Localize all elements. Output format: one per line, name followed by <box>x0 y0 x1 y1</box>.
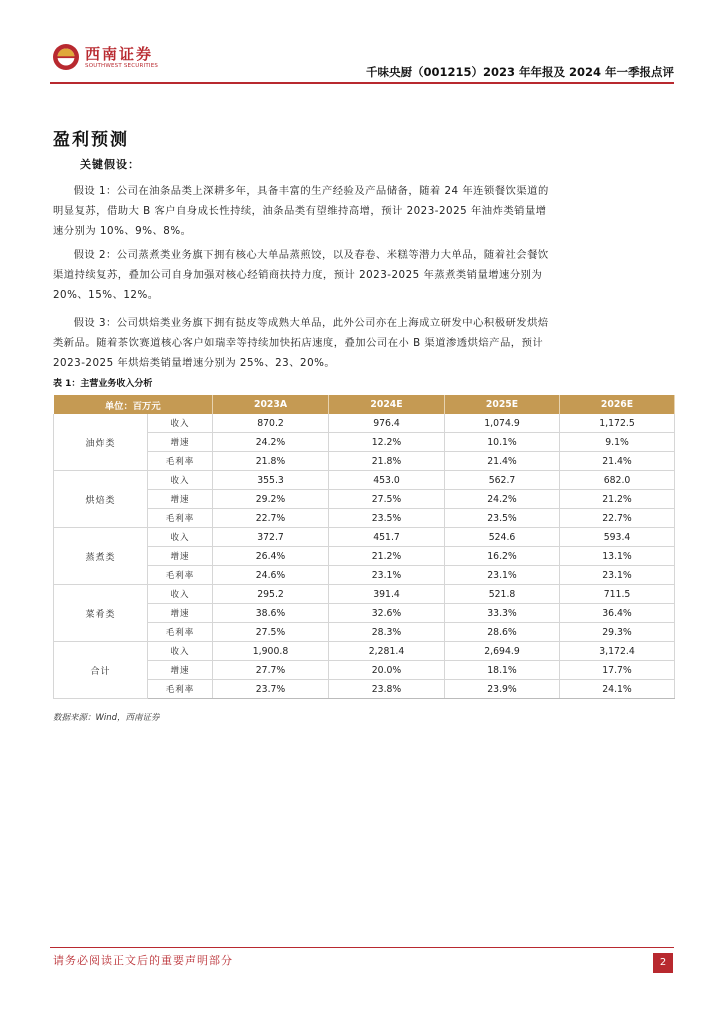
value-cell: 27.5% <box>213 623 329 642</box>
disclaimer-notice: 请务必阅读正文后的重要声明部分 <box>53 954 233 967</box>
value-cell: 27.5% <box>329 490 445 509</box>
value-cell: 593.4 <box>560 528 675 547</box>
value-cell: 12.2% <box>329 433 445 452</box>
metric-cell: 增速 <box>148 433 213 452</box>
value-cell: 24.1% <box>560 680 675 699</box>
category-cell: 油炸类 <box>54 414 148 471</box>
table-header-row <box>54 395 675 414</box>
value-cell: 453.0 <box>329 471 445 490</box>
company-logo <box>52 40 212 76</box>
page-header <box>50 38 674 84</box>
data-source-note: 数据来源：Wind，西南证券 <box>53 713 160 723</box>
category-cell: 菜肴类 <box>54 585 148 642</box>
metric-cell: 收入 <box>148 414 213 433</box>
table-row <box>54 547 675 566</box>
footer-divider <box>50 947 674 948</box>
value-cell: 10.1% <box>445 433 560 452</box>
value-cell: 21.8% <box>329 452 445 471</box>
value-cell: 23.1% <box>445 566 560 585</box>
value-cell: 16.2% <box>445 547 560 566</box>
table-row <box>54 509 675 528</box>
header-divider <box>50 82 674 84</box>
value-cell: 22.7% <box>213 509 329 528</box>
value-cell: 562.7 <box>445 471 560 490</box>
value-cell: 26.4% <box>213 547 329 566</box>
value-cell: 21.2% <box>560 490 675 509</box>
assumption-paragraph-2: 假设 2：公司蒸煮类业务旗下拥有核心大单品蒸煎饺，以及春卷、米糕等潜力大单品，随着社会餐饮渠道持续复苏，叠加公司自身加强对核心经销商扶持力度，预计 2023-2025 年蒸煮类销量增速分别为 20%、15%、12%。 <box>53 249 549 301</box>
southwest-securities-logo-icon <box>52 43 80 71</box>
page-number: 2 <box>653 953 673 973</box>
category-cell: 烘焙类 <box>54 471 148 528</box>
metric-cell: 收入 <box>148 585 213 604</box>
value-cell: 38.6% <box>213 604 329 623</box>
table-row <box>54 604 675 623</box>
section-title: 盈利预测 <box>53 130 129 150</box>
key-assumptions-heading: 关键假设： <box>80 158 140 171</box>
table-row <box>54 452 675 471</box>
logo-chinese-name: 西南证券 <box>85 45 154 63</box>
value-cell: 24.2% <box>445 490 560 509</box>
revenue-analysis-table <box>53 395 675 699</box>
value-cell: 28.3% <box>329 623 445 642</box>
metric-cell: 收入 <box>148 642 213 661</box>
unit-header: 单位：百万元 <box>54 395 213 414</box>
metric-cell: 毛利率 <box>148 623 213 642</box>
value-cell: 17.7% <box>560 661 675 680</box>
value-cell: 355.3 <box>213 471 329 490</box>
value-cell: 2,281.4 <box>329 642 445 661</box>
table-row <box>54 585 675 604</box>
value-cell: 33.3% <box>445 604 560 623</box>
metric-cell: 收入 <box>148 471 213 490</box>
value-cell: 24.6% <box>213 566 329 585</box>
value-cell: 870.2 <box>213 414 329 433</box>
metric-cell: 增速 <box>148 604 213 623</box>
value-cell: 22.7% <box>560 509 675 528</box>
value-cell: 13.1% <box>560 547 675 566</box>
metric-cell: 毛利率 <box>148 680 213 699</box>
value-cell: 24.2% <box>213 433 329 452</box>
table-row <box>54 528 675 547</box>
category-cell: 蒸煮类 <box>54 528 148 585</box>
value-cell: 29.2% <box>213 490 329 509</box>
value-cell: 18.1% <box>445 661 560 680</box>
value-cell: 21.8% <box>213 452 329 471</box>
value-cell: 9.1% <box>560 433 675 452</box>
value-cell: 27.7% <box>213 661 329 680</box>
value-cell: 23.1% <box>560 566 675 585</box>
value-cell: 372.7 <box>213 528 329 547</box>
table-row <box>54 642 675 661</box>
value-cell: 36.4% <box>560 604 675 623</box>
metric-cell: 收入 <box>148 528 213 547</box>
table-row <box>54 433 675 452</box>
year-header-2024e: 2024E <box>329 395 445 414</box>
metric-cell: 毛利率 <box>148 509 213 528</box>
value-cell: 23.1% <box>329 566 445 585</box>
table-row <box>54 623 675 642</box>
value-cell: 3,172.4 <box>560 642 675 661</box>
metric-cell: 增速 <box>148 661 213 680</box>
value-cell: 21.4% <box>445 452 560 471</box>
value-cell: 521.8 <box>445 585 560 604</box>
value-cell: 682.0 <box>560 471 675 490</box>
value-cell: 20.0% <box>329 661 445 680</box>
value-cell: 23.8% <box>329 680 445 699</box>
metric-cell: 增速 <box>148 490 213 509</box>
metric-cell: 增速 <box>148 547 213 566</box>
value-cell: 32.6% <box>329 604 445 623</box>
value-cell: 524.6 <box>445 528 560 547</box>
table-row <box>54 490 675 509</box>
table-row <box>54 661 675 680</box>
table-row <box>54 414 675 433</box>
value-cell: 21.2% <box>329 547 445 566</box>
value-cell: 2,694.9 <box>445 642 560 661</box>
year-header-2026e: 2026E <box>560 395 675 414</box>
report-title: 千味央厨（001215）2023 年年报及 2024 年一季报点评 <box>365 65 674 79</box>
value-cell: 28.6% <box>445 623 560 642</box>
table-row <box>54 680 675 699</box>
table-row <box>54 471 675 490</box>
value-cell: 23.7% <box>213 680 329 699</box>
value-cell: 295.2 <box>213 585 329 604</box>
value-cell: 1,074.9 <box>445 414 560 433</box>
logo-english-name: SOUTHWEST SECURITIES <box>85 63 159 69</box>
value-cell: 976.4 <box>329 414 445 433</box>
value-cell: 1,172.5 <box>560 414 675 433</box>
assumption-paragraph-3: 假设 3：公司烘焙类业务旗下拥有挞皮等成熟大单品，此外公司亦在上海成立研发中心积极研发烘焙类新品。随着茶饮赛道核心客户如瑞幸等持续加快拓店速度，叠加公司在小 B 渠道渗透烘焙产品，预计 2023-2025 年烘焙类销量增速分别为 25%、23、20%。 <box>53 317 549 369</box>
value-cell: 23.5% <box>445 509 560 528</box>
value-cell: 21.4% <box>560 452 675 471</box>
assumption-paragraph-1: 假设 1：公司在油条品类上深耕多年，具备丰富的生产经验及产品储备，随着 24 年连锁餐饮渠道的明显复苏，借助大 B 客户自身成长性持续，油条品类有望维持高增，预计 2023-2025 年油炸类销量增速分别为 10%、9%、8%。 <box>53 185 549 237</box>
metric-cell: 毛利率 <box>148 566 213 585</box>
value-cell: 451.7 <box>329 528 445 547</box>
value-cell: 23.5% <box>329 509 445 528</box>
value-cell: 29.3% <box>560 623 675 642</box>
year-header-2025e: 2025E <box>445 395 560 414</box>
value-cell: 711.5 <box>560 585 675 604</box>
year-header-2023a: 2023A <box>213 395 329 414</box>
value-cell: 23.9% <box>445 680 560 699</box>
value-cell: 1,900.8 <box>213 642 329 661</box>
table-caption: 表 1：主营业务收入分析 <box>53 379 153 389</box>
table-row <box>54 566 675 585</box>
metric-cell: 毛利率 <box>148 452 213 471</box>
value-cell: 391.4 <box>329 585 445 604</box>
category-cell: 合计 <box>54 642 148 699</box>
